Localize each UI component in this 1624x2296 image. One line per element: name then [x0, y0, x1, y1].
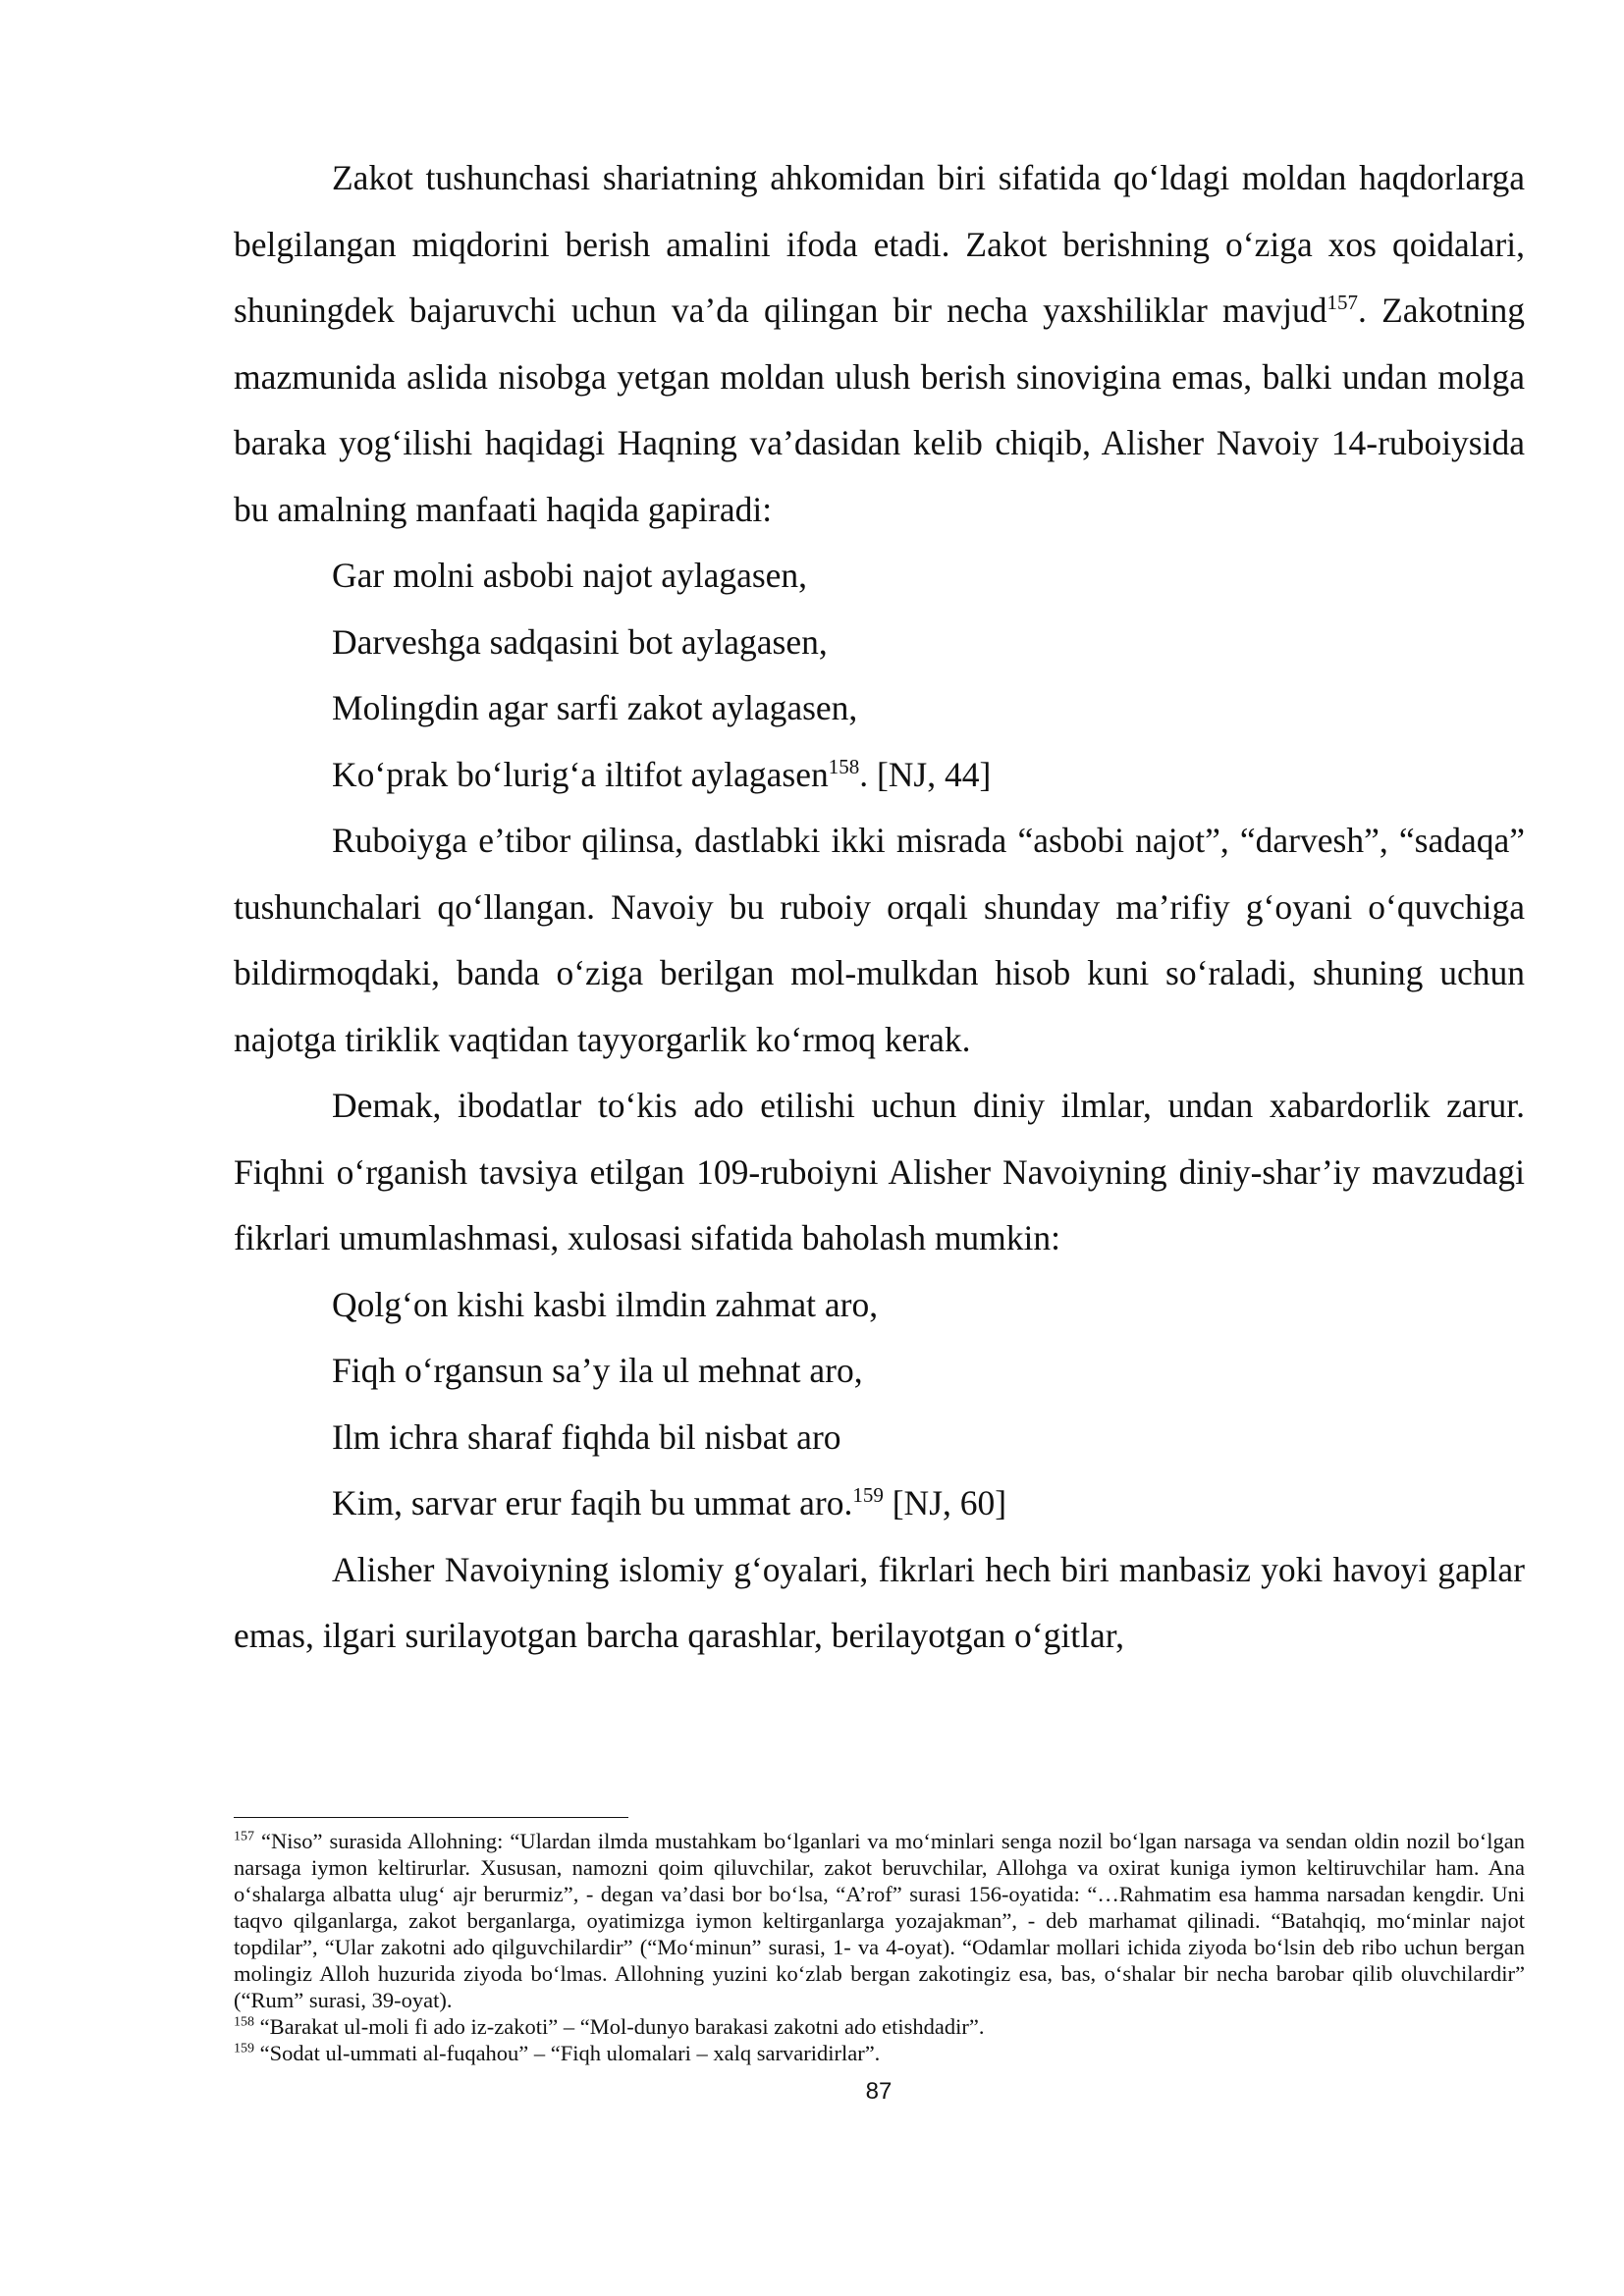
footnote-separator: [234, 1817, 628, 1818]
paragraph-1-text-b: . Zakotning mazmunida aslida nisobga yetgan moldan ulush berish sinovigina emas, balki undan molga baraka yog‘ilishi haqidagi Haqning va’dasidan kelib chiqib, Alisher Navoiy 14-ruboiysida bu amalning manfaati haqida gapiradi:: [234, 291, 1525, 529]
footnote-ref-158: 158: [828, 754, 860, 778]
paragraph-4: Alisher Navoiyning islomiy g‘oyalari, fikrlari hech biri manbasiz yoki havoyi gaplar emas, ilgari surilayotgan barcha qarashlar, berilayotgan o‘gitlar,: [234, 1549, 1525, 1655]
paragraph-1: [234, 145, 1525, 543]
verse-2-line-4-text: Kim, sarvar erur faqih bu ummat aro.: [332, 1483, 853, 1522]
footnote-159: [234, 2040, 1525, 2066]
paragraph-3: Demak, ibodatlar to‘kis ado etilishi uchun diniy ilmlar, undan xabardorlik zarur. Fiqhni o‘rganish tavsiya etilgan 109-ruboiyni Alisher Navoiyning diniy-shar’iy mavzudagi fikrlari umumlashmasi, xulosasi sifatida baholash mumkin:: [234, 1086, 1525, 1257]
footnote-text: “Sodat ul-ummati al-fuqahou” – “Fiqh ulomalari – xalq sarvaridirlar”.: [259, 2041, 881, 2065]
footnote-158: [234, 2013, 1525, 2040]
footnote-ref-157: 157: [1326, 291, 1358, 315]
verse-2-line-3: Ilm ichra sharaf fiqhda bil nisbat aro: [332, 1416, 841, 1457]
footnote-text: “Barakat ul-moli fi ado iz-zakoti” – “Mol-dunyo barakasi zakotni ado etishdadir”.: [259, 2014, 985, 2039]
verse-1-citation: . [NJ, 44]: [859, 754, 992, 794]
verse-1-line-2: Darveshga sadqasini bot aylagasen,: [332, 621, 828, 662]
verse-1-line-1: Gar molni asbobi najot aylagasen,: [332, 556, 808, 595]
page-number: 87: [865, 2078, 893, 2105]
footnote-number: 157: [234, 1829, 254, 1844]
footnote-number: 158: [234, 2014, 254, 2030]
footnote-number: 159: [234, 2041, 254, 2056]
footnotes: [234, 1828, 1525, 2066]
verse-1-line-4-text: Ko‘prak bo‘lurig‘a iltifot aylagasen: [332, 754, 829, 794]
footnote-ref-159: 159: [852, 1483, 884, 1508]
verse-1-line-4: [234, 742, 1525, 809]
paragraph-2: Ruboiyga e’tibor qilinsa, dastlabki ikki misrada “asbobi najot”, “darvesh”, “sadaqa” tushunchalari qo‘llangan. Navoiy bu ruboiy orqali shunday ma’rifiy g‘oyani o‘quvchiga bildirmoqdaki, banda o‘ziga berilgan mol-mulkdan hisob kuni so‘raladi, shuning uchun najotga tiriklik vaqtidan tayyorgarlik ko‘rmoq kerak.: [234, 821, 1525, 1059]
footnote-157: [234, 1828, 1525, 2013]
verse-2-line-4: [234, 1470, 1525, 1537]
verse-2-citation: [NJ, 60]: [883, 1483, 1007, 1522]
paragraph-1-text-a: Zakot tushunchasi shariatning ahkomidan biri sifatida qo‘ldagi moldan haqdorlarga belgilangan miqdorini berish amalini ifoda etadi. Zakot berishning o‘ziga xos qoidalari, shuningdek bajaruvchi uchun va’da qilingan bir necha yaxshiliklar mavjud: [234, 158, 1525, 330]
verse-2-line-2: Fiqh o‘rgansun sa’y ila ul mehnat aro,: [332, 1351, 863, 1390]
main-text: [234, 145, 1525, 1670]
footnote-text: “Niso” surasida Allohning: “Ulardan ilmda mustahkam bo‘lganlari va mo‘minlari senga nozil bo‘lgan narsaga va sendan oldin nozil bo‘lgan narsaga iymon keltirurlar. Xususan, namozni qoim qiluvchilar, zakot beruvchilar, Allohga va oxirat kuniga iymon keltiruvchilar ham. Ana o‘shalarga albatta ulug‘ ajr berurmiz”, - degan va’dasi bor bo‘lsa, “A’rof” surasi 156-oyatida: “…Rahmatim esa hamma narsadan kengdir. Uni taqvo qilganlarga, zakot berganlarga, oyatimizga iymon keltirganlarga yozajakman”, - deb marhamat qilinadi. “Batahqiq, mo‘minlar najot topdilar”, “Ular zakotni ado qilguvchilardir” (“Mo‘minun” surasi, 1- va 4-oyat). “Odamlar mollari ichida ziyoda bo‘lsin deb ribo uchun bergan molingiz Alloh huzurida ziyoda bo‘lmas. Allohning yuzini ko‘zlab bergan zakotingiz esa, bas, o‘shalar bir necha barobar qilib oluvchilardir” (“Rum” surasi, 39-oyat).: [234, 1829, 1526, 2012]
verse-1-line-3: Molingdin agar sarfi zakot aylagasen,: [332, 688, 858, 727]
verse-2-line-1: Qolg‘on kishi kasbi ilmdin zahmat aro,: [332, 1284, 879, 1324]
